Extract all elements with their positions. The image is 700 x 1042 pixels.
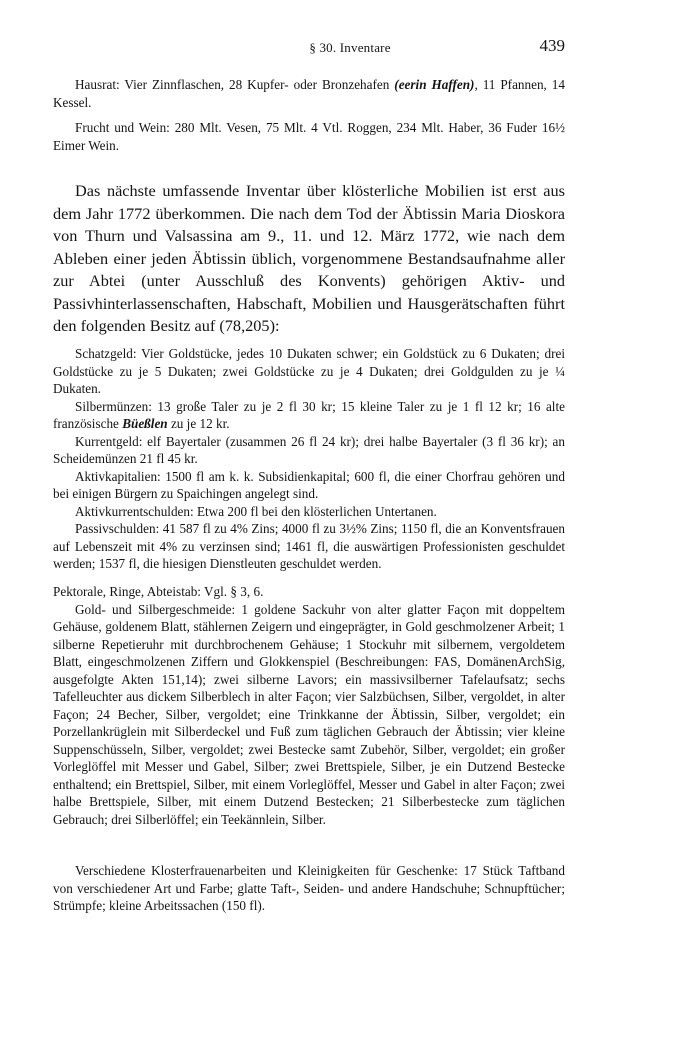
kurrentgeld-entry: Kurrentgeld: elf Bayertaler (zusammen 26 fl 24 kr); drei halbe Bayertaler (3 fl 36 kr); an Scheidemünzen 21 fl 45 kr. — [53, 433, 565, 466]
top-entries — [53, 76, 565, 154]
page-number: 439 — [539, 36, 565, 55]
misc-section — [53, 862, 565, 915]
running-head: § 30. Inventare — [309, 40, 391, 55]
pektorale-entry: Pektorale, Ringe, Abteistab: Vgl. § 3, 6. — [53, 584, 264, 599]
silbermuenzen-entry: Silbermünzen: 13 große Taler zu je 2 fl 30 kr; 15 kleine Taler zu je 1 fl 12 kr; 16 alte französische Büeßlen zu je 12 kr. — [53, 398, 565, 431]
aktivkurrentschulden-entry: Aktivkurrentschulden: Etwa 200 fl bei den klösterlichen Untertanen. — [75, 503, 437, 519]
money-section — [53, 345, 565, 573]
schatzgeld-entry: Schatzgeld: Vier Goldstücke, jedes 10 Dukaten schwer; ein Goldstück zu 6 Dukaten; drei Goldstücke zu je 5 Dukaten; zwei Goldstücke zu je 4 Dukaten; drei Goldgulden zu je ¼ Dukaten. — [53, 346, 565, 396]
hausrat-entry: Hausrat: Vier Zinnflaschen, 28 Kupfer- oder Bronzehafen (eerin Haffen), 11 Pfannen, 14 Kessel. — [53, 77, 565, 110]
frucht-entry: Frucht und Wein: 280 Mlt. Vesen, 75 Mlt. 4 Vtl. Roggen, 234 Mlt. Haber, 36 Fuder 16½ Eimer Wein. — [53, 120, 565, 153]
aktivkapitalien-entry: Aktivkapitalien: 1500 fl am k. k. Subsidienkapital; 600 fl, die einer Chorfrau gehören und bei einigen Bürgern zu Spaichingen angelegt sind. — [53, 468, 565, 501]
main-text — [53, 180, 565, 338]
main-paragraph: Das nächste umfassende Inventar über klösterliche Mobilien ist erst aus dem Jahr 1772 überkommen. Die nach dem Tod der Äbtissin Maria Dioskora von Thurn und Valsassina am 9., 11. und 12. März 1772, wie nach dem Ableben einer jeden Äbtissin üblich, vorgenommene Bestandsaufnahme aller zur Abtei (unter Ausschluß des Konvents) gehörigen Aktiv- und Passivhinterlassenschaften, Habschaft, Mobilien und Hausgerätschaften führt den folgenden Besitz auf (78,205): — [53, 181, 565, 335]
verschiedene-entry: Verschiedene Klosterfrauenarbeiten und Kleinigkeiten für Geschenke: 17 Stück Taftband von verschiedener Art und Farbe; glatte Taft-, Seiden- und andere Handschuhe; Schnupftücher; Strümpfe; kleine Arbeitssachen (150 fl). — [53, 863, 565, 913]
passivschulden-entry: Passivschulden: 41 587 fl zu 4% Zins; 4000 fl zu 3½% Zins; 1150 fl, die an Konventsfrauen auf Lebenszeit mit 4% zu verzinsen sind; 1461 fl, die auswärtigen Professionisten geschuldet werden; 1537 fl, die hiesigen Dienstleuten geschuldet werden. — [53, 521, 565, 571]
gold-silber-entry: Gold- und Silbergeschmeide: 1 goldene Sackuhr von alter glatter Façon mit doppeltem Gehäuse, goldenem Blatt, stählernen Zeigern und eingeprägter, in Gold geschmolzener Arbeit; 1 silberne Repetieruhr mit durchbrochenem Gehäuse; 1 Stockuhr mit silbernem, vergoldetem Blatt, eingeschmolzenen Ziffern und Glokkenspiel (Beschreibungen: FAS, DomänenArchSig, ausgefolgte Akten 151,14); zwei silberne Lavors; ein massivsilberner Tafelaufsatz; sechs Tafelleuchter aus dickem Silberblech in alter Façon; vier Salzbüchsen, Silber, vergoldet, in alter Façon; 24 Becher, Silber, vergoldet; eine Trinkkanne der Äbtissin, Silber, vergoldet; ein Porzellankrüglein mit Silberdeckel und Fuß zum täglichen Gebrauch der Äbtissin; vier kleine Suppenschüsseln, Silber, vergoldet; zwei Bestecke samt Zubehör, Silber, vergoldet; ein großer Vorleglöffel mit Messer und Gabel, Silber; zwei Brettspiele, Silber, je ein Dutzend Bestecke enthaltend; ein Brettspiel, Silber, mit einem Vorleglöffel, Messer und Gabel in alter Façon; zwei halbe Brettspiele, Silber, mit einem Dutzend Bestecken; 21 Silberbestecke zum täglichen Gebrauch; drei Silberlöffel; ein Teekännlein, Silber. — [53, 601, 565, 827]
silver-section — [53, 583, 565, 828]
